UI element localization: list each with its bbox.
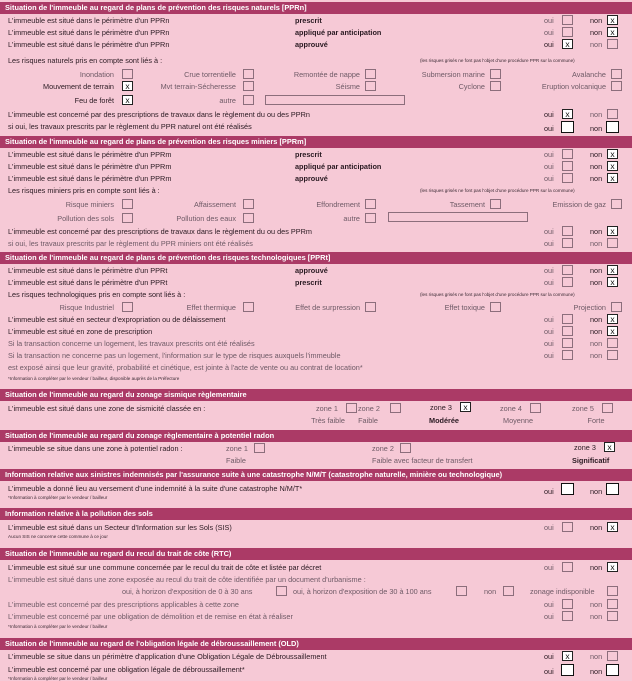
risk-surpression-checkbox[interactable] [365,302,376,312]
pprt-info-oui-checkbox[interactable] [562,350,573,360]
rtc-row1: L'immeuble est situé sur une commune concernée par le recul du trait de côte et listée par décret [8,563,322,572]
non-label: non [590,351,603,360]
pprt-prescrit-non-checkbox[interactable] [607,277,618,287]
radon-zone1-checkbox[interactable] [254,443,265,453]
oui-label: oui [544,667,554,676]
radon-header: Situation de l'immeuble au regard du zonage règlementaire à potentiel radon [0,430,632,442]
risk-label: Mouvement de terrain [43,82,114,91]
sols-label: L'immeuble est situé dans un Secteur d'Information sur les Sols (SIS) [8,523,232,532]
sismique-label: L'immeuble est situé dans une zone de sismicité classée en : [8,404,206,413]
risk-label: Submersion marine [421,70,485,79]
pprm-anticipation-oui-checkbox[interactable] [562,161,573,171]
pprn-approuve-non-checkbox[interactable] [607,39,618,49]
pprt-risks-title: Les risques technologiques pris en compte sont liés à : [8,290,186,299]
non-label: non [590,266,603,275]
pprt-row-status: prescrit [295,278,322,287]
pprt-prescription-non-checkbox[interactable] [607,326,618,336]
zone-desc: Forte [587,416,605,425]
pprt-approuve-oui-checkbox[interactable] [562,265,573,275]
pprt-expropriation-non-checkbox[interactable] [607,314,618,324]
zone-label: zone 2 [372,444,394,453]
oui-label: oui [544,523,554,532]
pprm-works-done-oui-checkbox[interactable] [562,238,573,248]
risk-label: Effet thermique [186,303,236,312]
risk-nappe-checkbox[interactable] [365,69,376,79]
risk-label: Pollution des eaux [176,214,236,223]
non-label: non [590,315,603,324]
risk-thermique-checkbox[interactable] [243,302,254,312]
zone-label: zone 4 [500,404,522,413]
risk-label: Affaissement [193,200,236,209]
pprm-works-done-non-checkbox[interactable] [607,238,618,248]
risk-autre-field[interactable] [265,95,405,105]
oui-label: oui [544,652,554,661]
pprt-info-non-checkbox[interactable] [607,350,618,360]
sismique-zone2-checkbox[interactable] [390,403,401,413]
risk-label: Remontée de nappe [293,70,360,79]
risk-label: Séisme [335,82,360,91]
risk-label: Feu de forêt [74,96,114,105]
oui-label: oui [544,124,554,133]
risk-secheresse-checkbox[interactable] [243,81,254,91]
non-label: non [590,667,603,676]
oui-label: oui [544,600,554,609]
zone-desc: Faible avec facteur de transfert [372,456,473,465]
radon-zone3-checkbox[interactable] [604,442,615,452]
risk-label: Effet de surpression [295,303,360,312]
non-label: non [590,40,603,49]
pprn-row-status: approuvé [295,40,328,49]
rtc-row4: L'immeuble est concerné par une obligation de démolition et de remise en état à réaliser [8,612,293,621]
pprm-risks-note: (les risques grisés ne font pas l'objet d'une procédure PPR sur la commune) [420,188,575,193]
old-row2-oui-checkbox[interactable] [561,664,574,676]
non-label: non [590,600,603,609]
risk-label: Emission de gaz [552,200,606,209]
catnat-non-checkbox[interactable] [606,483,619,495]
pprn-works-done-oui-checkbox[interactable] [561,121,574,133]
pprt-risks-note: (les risques grisés ne font pas l'objet d'une procédure PPR sur la commune) [420,292,575,297]
risk-label: Risque miniers [65,200,114,209]
rtc-option-label: zonage indisponible [530,587,595,596]
pprt-approuve-non-checkbox[interactable] [607,265,618,275]
non-label: non [590,327,603,336]
zone-desc: Très faible [311,416,345,425]
risk-label: Avalanche [572,70,606,79]
non-label: non [590,124,603,133]
non-label: non [590,150,603,159]
pprn-works-done-non-checkbox[interactable] [606,121,619,133]
pprn-works-oui-checkbox[interactable] [562,109,573,119]
non-label: non [590,487,603,496]
rtc-row4-non-checkbox[interactable] [607,611,618,621]
pprt-other-label-cont: est exposé ainsi que leur gravité, probabilité et cinétique, est jointe à l'acte de vente ou au contrat de location* [8,363,363,372]
zone-label: zone 3 [430,403,452,412]
pprt-travaux-non-checkbox[interactable] [607,338,618,348]
pprt-row-status: approuvé [295,266,328,275]
oui-label: oui [544,174,554,183]
pprn-row-label: L'immeuble est situé dans le périmètre d'un PPRn [8,40,170,49]
risk-autre-checkbox[interactable] [365,213,376,223]
risk-cyclone-checkbox[interactable] [490,81,501,91]
rtc-non-checkbox[interactable] [503,586,514,596]
pprn-works-done-label: si oui, les travaux prescrits par le règlement du PPR naturel ont été réalisés [8,122,252,131]
sismique-zone3-checkbox[interactable] [460,402,471,412]
oui-label: oui [544,227,554,236]
zone-label: zone 1 [316,404,338,413]
pprm-approuve-oui-checkbox[interactable] [562,173,573,183]
rtc-row3: L'immeuble est concerné par des prescriptions applicables à cette zone [8,600,239,609]
risk-feu-foret-checkbox[interactable] [122,95,133,105]
pprt-other-label: Si la transaction concerne un logement, les travaux prescrits ont été réalisés [8,339,255,348]
pprn-approuve-oui-checkbox[interactable] [562,39,573,49]
zone-desc: Moyenne [502,416,534,425]
oui-label: oui [544,339,554,348]
zone-desc: Significatif [572,456,610,465]
pprn-row-label: L'immeuble est situé dans le périmètre d'un PPRn [8,28,170,37]
sismique-zone1-checkbox[interactable] [346,403,357,413]
sismique-zone5-checkbox[interactable] [602,403,613,413]
pprm-works-label: L'immeuble est concerné par des prescriptions de travaux dans le règlement du ou des PPRm [8,227,312,236]
zone-desc: Faible [226,456,246,465]
pprn-prescrit-oui-checkbox[interactable] [562,15,573,25]
pprm-approuve-non-checkbox[interactable] [607,173,618,183]
non-label: non [590,162,603,171]
risk-miniers-checkbox[interactable] [122,199,133,209]
pprm-row-label: L'immeuble est situé dans le périmètre d'un PPRm [8,150,172,159]
oui-label: oui [544,612,554,621]
catnat-oui-checkbox[interactable] [561,483,574,495]
pprm-prescrit-oui-checkbox[interactable] [562,149,573,159]
pprn-prescrit-non-checkbox[interactable] [607,15,618,25]
zone-desc: Modérée [428,416,459,425]
oui-label: oui [544,327,554,336]
non-label: non [590,174,603,183]
risk-label: Tassement [449,200,485,209]
non-label: non [590,523,603,532]
old-row1-non-checkbox[interactable] [607,651,618,661]
risk-toxique-checkbox[interactable] [490,302,501,312]
pprn-anticipation-oui-checkbox[interactable] [562,27,573,37]
pprn-works-label: L'immeuble est concerné par des prescriptions de travaux dans le règlement du ou des PPRn [8,110,310,119]
oui-label: oui [544,16,554,25]
risk-autre-field[interactable] [388,212,528,222]
oui-label: oui [544,315,554,324]
sismique-header: Situation de l'immeuble au regard du zonage sismique règlementaire [0,389,632,401]
sols-footnote: Aucun SIS ne concerne cette commune à ce jour [8,534,108,539]
risk-submersion-checkbox[interactable] [490,69,501,79]
oui-label: oui [544,40,554,49]
rtc-indisponible-checkbox[interactable] [607,586,618,596]
pprt-other-label: L'immeuble est situé en zone de prescription [8,327,153,336]
pprn-risks-title: Les risques naturels pris en compte sont liés à : [8,56,163,65]
risk-industriel-checkbox[interactable] [122,302,133,312]
zone-label: zone 5 [572,404,594,413]
catnat-footnote: *Information à compléter par le vendeur / bailleur [8,495,108,500]
rtc-footnote: *Information à compléter par le vendeur / bailleur [8,624,108,629]
old-row1: L'immeuble se situe dans un périmètre d'application d'une Obligation Légale de Débroussaillement [8,652,327,661]
old-row1-oui-checkbox[interactable] [562,651,573,661]
risk-emission-gaz-checkbox[interactable] [611,199,622,209]
pprm-row-status: appliqué par anticipation [295,162,382,171]
zone-label: zone 1 [226,444,248,453]
rtc-row4-oui-checkbox[interactable] [562,611,573,621]
risk-label: autre [219,96,236,105]
pprm-header: Situation de l'immeuble au regard de plans de prévention des risques miniers [PPRm] [0,136,632,148]
rtc-option-label: oui, à horizon d'exposition de 0 à 30 ans [122,587,253,596]
risk-projection-checkbox[interactable] [611,302,622,312]
pprt-row-label: L'immeuble est situé dans le périmètre d'un PPRt [8,278,168,287]
risk-pollution-sols-checkbox[interactable] [122,213,133,223]
risk-label: Eruption volcanique [541,82,606,91]
pprm-works-done-label: si oui, les travaux prescrits par le règlement du PPR miniers ont été réalisés [8,239,253,248]
rtc-0-30-checkbox[interactable] [276,586,287,596]
oui-label: oui [544,110,554,119]
pprt-travaux-oui-checkbox[interactable] [562,338,573,348]
sols-oui-checkbox[interactable] [562,522,573,532]
pprt-row-label: L'immeuble est situé dans le périmètre d'un PPRt [8,266,168,275]
zone-label: zone 3 [574,443,596,452]
oui-label: oui [544,278,554,287]
pprt-expropriation-oui-checkbox[interactable] [562,314,573,324]
catnat-label: L'immeuble a donné lieu au versement d'une indemnité à la suite d'une catastrophe N/M/T* [8,484,303,493]
pprt-other-label: Si la transaction ne concerne pas un logement, l'information sur le type de risques auxquels l'immeuble [8,351,341,360]
old-row2: L'immeuble est concerné par une obligation légale de débroussaillement* [8,665,245,674]
non-label: non [590,110,603,119]
pprm-row-label: L'immeuble est situé dans le périmètre d'un PPRm [8,174,172,183]
pprm-row-status: approuvé [295,174,328,183]
sols-header: Information relative à la pollution des sols [0,508,632,520]
risk-label: Projection [573,303,606,312]
pprn-works-non-checkbox[interactable] [607,109,618,119]
rtc-row1-non-checkbox[interactable] [607,562,618,572]
risk-label: Effet toxique [444,303,485,312]
risk-avalanche-checkbox[interactable] [611,69,622,79]
radon-zone2-checkbox[interactable] [400,443,411,453]
risk-crue-checkbox[interactable] [243,69,254,79]
rtc-header: Situation de l'immeuble au regard du recul du trait de côte (RTC) [0,548,632,560]
non-label: non [590,652,603,661]
pprm-prescrit-non-checkbox[interactable] [607,149,618,159]
radon-label: L'immeuble se situe dans une zone à potentiel radon : [8,444,183,453]
old-footnote: *Information à compléter par le vendeur / bailleur [8,676,108,681]
pprn-row-status: appliqué par anticipation [295,28,382,37]
pprn-anticipation-non-checkbox[interactable] [607,27,618,37]
pprt-prescrit-oui-checkbox[interactable] [562,277,573,287]
oui-label: oui [544,239,554,248]
rtc-30-100-checkbox[interactable] [456,586,467,596]
rtc-row2: L'immeuble est situé dans une zone exposée au recul du trait de côte identifiée par un document d'urbanisme : [8,575,366,584]
non-label: non [590,16,603,25]
pprn-risks-note: (les risques grisés ne font pas l'objet d'une procédure PPR sur la commune) [420,58,575,63]
rtc-row1-oui-checkbox[interactable] [562,562,573,572]
risk-pollution-eaux-checkbox[interactable] [243,213,254,223]
zone-label: zone 2 [358,404,380,413]
pprt-prescription-oui-checkbox[interactable] [562,326,573,336]
pprm-row-status: prescrit [295,150,322,159]
risk-label: Risque Industriel [59,303,114,312]
zone-desc: Faible [358,416,378,425]
pprm-risks-title: Les risques miniers pris en compte sont liés à : [8,186,160,195]
rtc-option-label: oui, à horizon d'exposition de 30 à 100 ans [293,587,432,596]
non-label: non [590,227,603,236]
sismique-zone4-checkbox[interactable] [530,403,541,413]
pprt-other-label: L'immeuble est situé en secteur d'expropriation ou de délaissement [8,315,226,324]
non-label: non [590,612,603,621]
risk-mouvement-terrain-checkbox[interactable] [122,81,133,91]
non-label: non [590,278,603,287]
non-label: non [590,563,603,572]
risk-label: autre [343,214,360,223]
risk-label: Mvt terrain-Sécheresse [160,82,236,91]
non-label: non [590,339,603,348]
pprm-row-label: L'immeuble est situé dans le périmètre d'un PPRm [8,162,172,171]
pprn-header: Situation de l'immeuble au regard de plans de prévention des risques naturels [PPRn] [0,2,632,14]
oui-label: oui [544,563,554,572]
pprn-row-status: prescrit [295,16,322,25]
risk-tassement-checkbox[interactable] [490,199,501,209]
oui-label: oui [544,150,554,159]
risk-inondation-checkbox[interactable] [122,69,133,79]
oui-label: oui [544,266,554,275]
pprm-works-non-checkbox[interactable] [607,226,618,236]
pprn-row-label: L'immeuble est situé dans le périmètre d'un PPRn [8,16,170,25]
oui-label: oui [544,351,554,360]
rtc-row3-non-checkbox[interactable] [607,599,618,609]
risk-autre-checkbox[interactable] [243,95,254,105]
risk-label: Cyclone [458,82,485,91]
catnat-header: Information relative aux sinistres indemnisés par l'assurance suite à une catastrophe N/M/T (catastrophe naturelle, minière ou technologique) [0,469,632,481]
risk-seisme-checkbox[interactable] [365,81,376,91]
risk-label: Pollution des sols [57,214,114,223]
pprt-footnote: *Information à compléter par le vendeur / bailleur, disponible auprès de la Préfecture [8,376,180,381]
old-row2-non-checkbox[interactable] [606,664,619,676]
pprm-works-oui-checkbox[interactable] [562,226,573,236]
sols-non-checkbox[interactable] [607,522,618,532]
oui-label: oui [544,162,554,171]
non-label: non [590,239,603,248]
pprm-anticipation-non-checkbox[interactable] [607,161,618,171]
risk-label: Inondation [79,70,114,79]
non-label: non [590,28,603,37]
risk-label: Crue torrentielle [184,70,236,79]
oui-label: oui [544,487,554,496]
oui-label: oui [544,28,554,37]
rtc-option-label: non [484,587,497,596]
risk-effondrement-checkbox[interactable] [365,199,376,209]
old-header: Situation de l'immeuble au regard de l'obligation légale de débroussaillement (OLD) [0,638,632,650]
risk-label: Effondrement [316,200,360,209]
risk-affaissement-checkbox[interactable] [243,199,254,209]
risk-eruption-checkbox[interactable] [611,81,622,91]
rtc-row3-oui-checkbox[interactable] [562,599,573,609]
pprt-header: Situation de l'immeuble au regard de plans de prévention des risques technologiques [PPRt] [0,252,632,264]
